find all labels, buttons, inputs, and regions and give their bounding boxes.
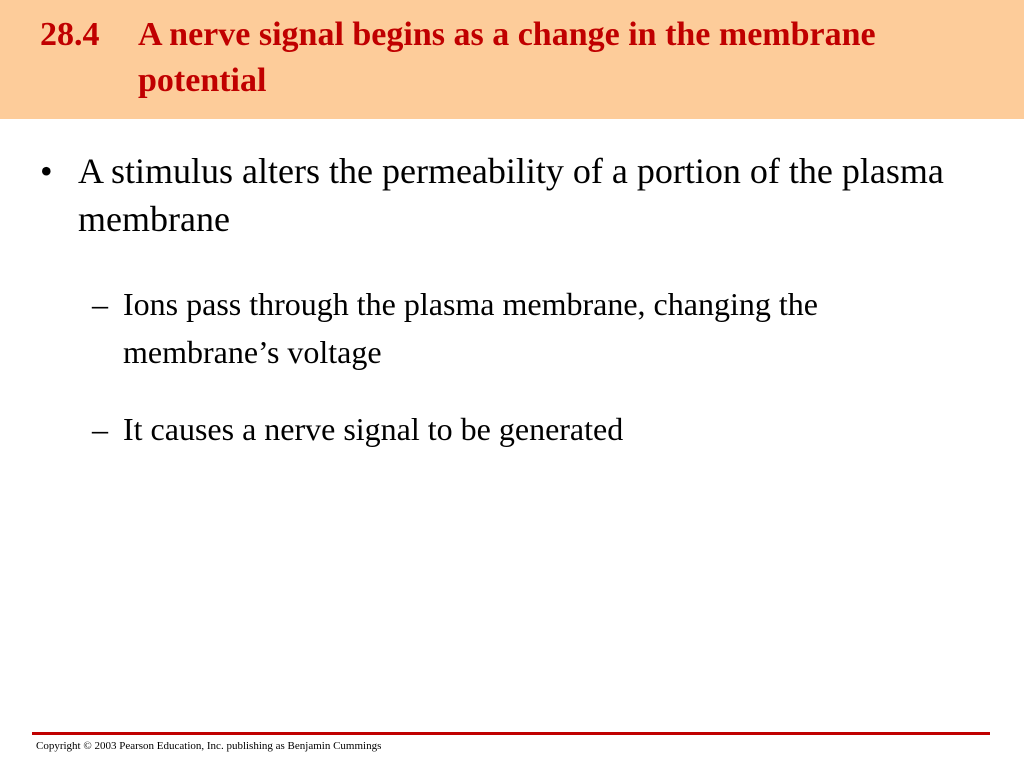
sub-bullet-marker: –	[92, 286, 108, 322]
sub-bullet-text: It causes a nerve signal to be generated	[123, 411, 624, 447]
bullet-text: A stimulus alters the permeability of a portion of the plasma membrane	[78, 151, 944, 239]
copyright-footer: Copyright © 2003 Pearson Education, Inc. publishing as Benjamin Cummings	[36, 740, 382, 752]
footer-divider	[32, 732, 990, 735]
sub-bullet-text: Ions pass through the plasma membrane, changing the membrane’s voltage	[123, 286, 818, 370]
bullet-marker: •	[40, 151, 53, 191]
sub-bullet-marker: –	[92, 411, 108, 447]
title-band	[0, 0, 1024, 119]
slide-title: A nerve signal begins as a change in the membrane potential	[138, 16, 876, 99]
section-number: 28.4	[40, 16, 100, 53]
